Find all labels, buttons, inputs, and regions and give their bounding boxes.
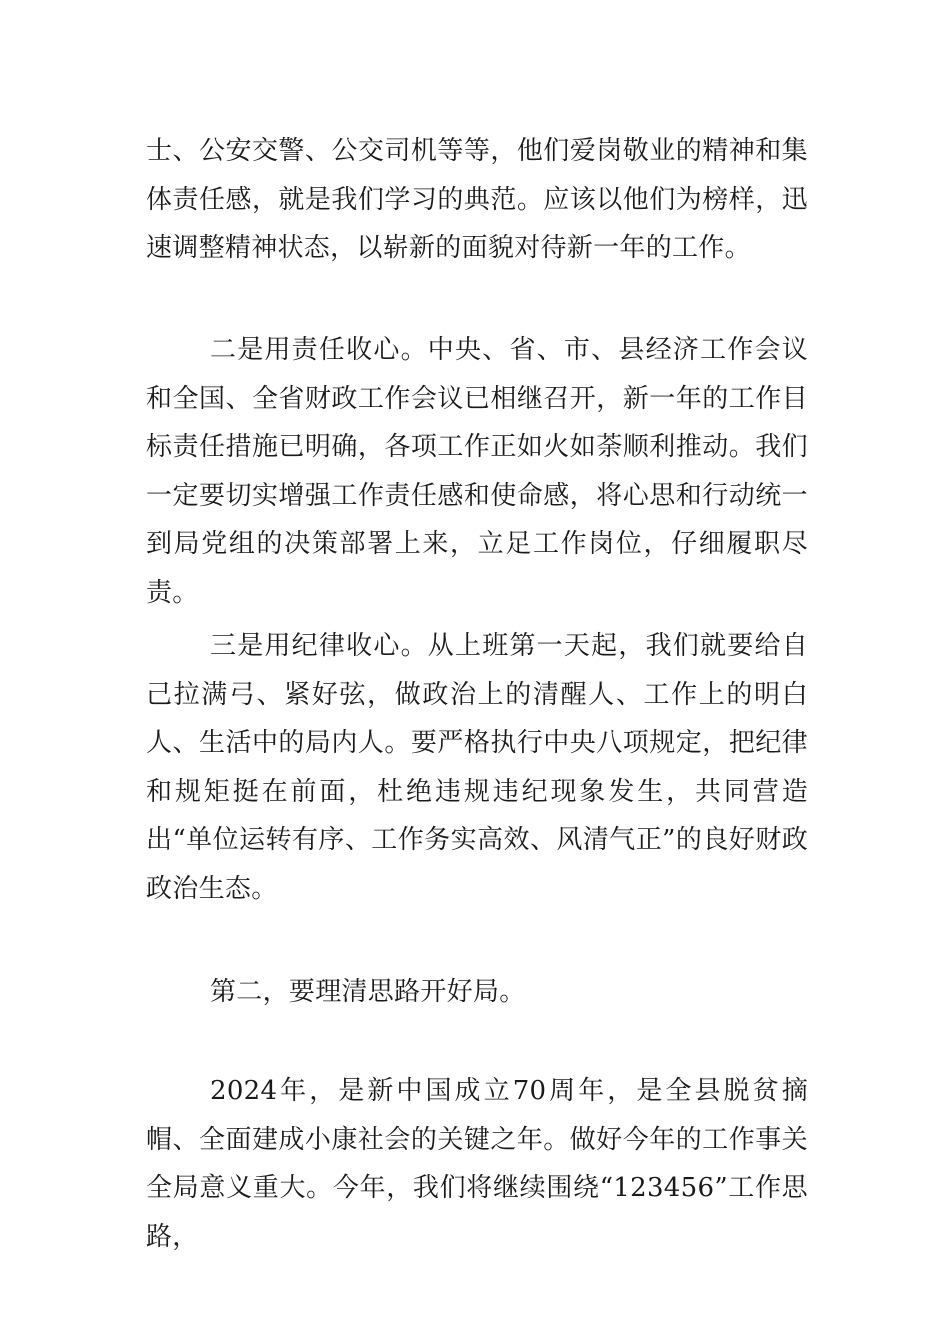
paragraph-responsibility: 二是用责任收心。中央、省、市、县经济工作会议和全国、全省财政工作会议已相继召开，新一年的工作目标责任措施已明确，各项工作正如火如荼顺利推动。我们一定要切实增强工作责任感和使命感，将心思和行动统一到局党组的决策部署上来，立足工作岗位，仔细履职尽责。: [146, 335, 808, 608]
section-heading-second: 第二，要理清思路开好局。: [210, 977, 526, 1007]
paragraph-discipline: 三是用纪律收心。从上班第一天起，我们就要给自己拉满弓、紧好弦，做政治上的清醒人、工作上的明白人、生活中的局内人。要严格执行中央八项规定，把纪律和规矩挺在前面，杜绝违规违纪现象发生，共同营造出“单位运转有序、工作务实高效、风清气正”的良好财政政治生态。: [146, 631, 808, 904]
paragraph-2024-overview: 2024年，是新中国成立70周年，是全县脱贫摘帽、全面建成小康社会的关键之年。做好今年的工作事关全局意义重大。今年，我们将继续围绕“123456”工作思路，: [146, 1076, 808, 1252]
paragraph-continuation: 士、公安交警、公交司机等等，他们爱岗敬业的精神和集体责任感，就是我们学习的典范。应该以他们为榜样，迅速调整精神状态，以崭新的面貌对待新一年的工作。: [146, 136, 808, 264]
